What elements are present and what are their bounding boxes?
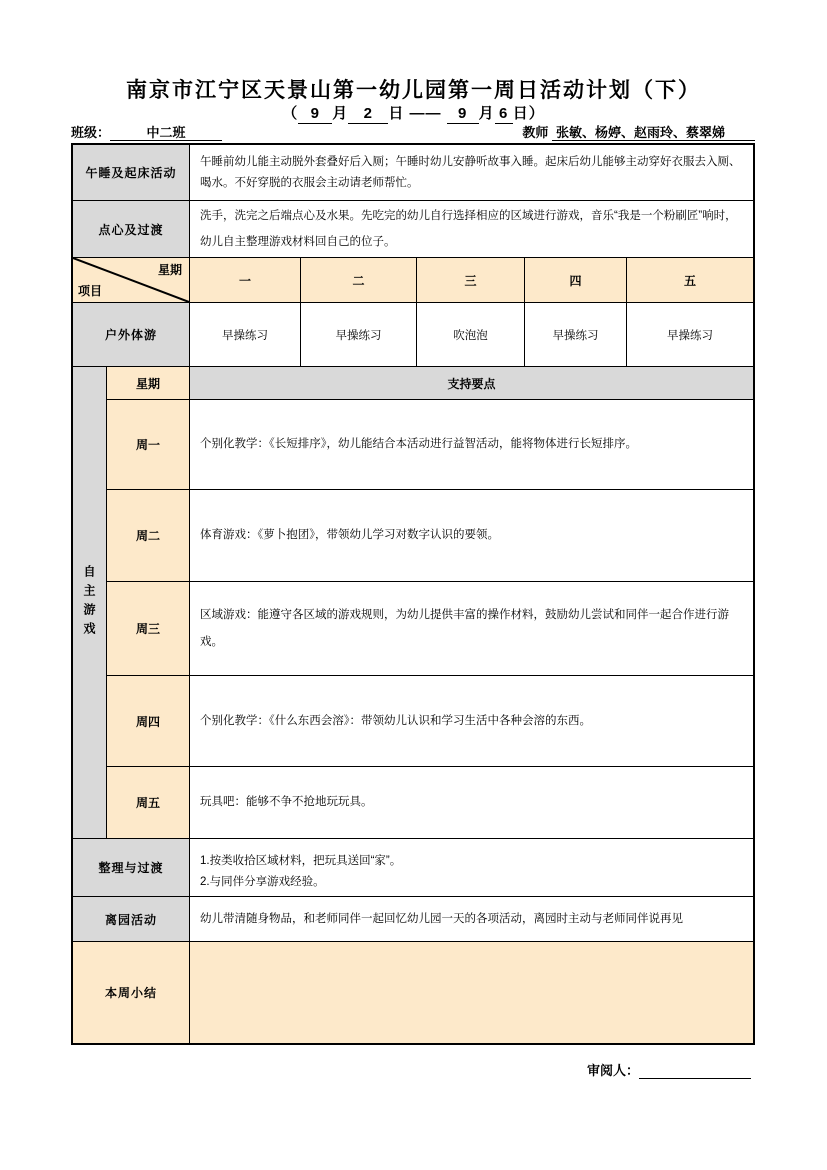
- day-header-tue: 二: [301, 258, 417, 303]
- leave-text: 幼儿带清随身物品，和老师同伴一起回忆幼儿园一天的各项活动，离园时主动与老师同伴说再见: [190, 897, 753, 942]
- class-value: 中二班: [110, 126, 222, 141]
- date-dash: ——: [409, 105, 442, 122]
- date-open: （: [282, 105, 299, 122]
- week4-text: 个别化教学：《什么东西会溶》：带领幼儿认识和学习生活中各种会溶的东西。: [190, 676, 753, 767]
- week1-label: 周一: [107, 400, 190, 490]
- date-day1-blank: 2: [348, 106, 388, 124]
- reviewer-blank: [639, 1064, 751, 1079]
- date-day1-char: 日: [388, 105, 405, 122]
- week5-text: 玩具吧：能够不争不抢地玩玩具。: [190, 767, 753, 839]
- autonomous-strip-label-cell: [73, 367, 107, 839]
- table-row-summary: [73, 942, 753, 1043]
- nap-label: 午睡及起床活动: [73, 145, 190, 201]
- autonomous-rows: [107, 367, 753, 839]
- subheader-points: 支持要点: [190, 367, 753, 400]
- outdoor-mon: 早操练习: [190, 303, 301, 367]
- diagonal-top-label: 星期: [157, 263, 182, 277]
- summary-text: [190, 942, 753, 1043]
- day-header-wed: 三: [417, 258, 525, 303]
- date-month2-blank: 9: [447, 106, 479, 124]
- autonomous-strip-label: 自主游戏: [82, 564, 96, 641]
- table-row-snack: [73, 201, 753, 258]
- tidy-line-1: 1.按类收拾区域材料，把玩具送回“家”。: [200, 855, 402, 867]
- document-title: 南京市江宁区天景山第一幼儿园第一周日活动计划（下）: [126, 79, 701, 102]
- tidy-line-2: 2.与同伴分享游戏经验。: [200, 875, 325, 888]
- week2-label: 周二: [107, 490, 190, 582]
- week3-text: 区域游戏：能遵守各区域的游戏规则，为幼儿提供丰富的操作材料，鼓励幼儿尝试和同伴一起合作进行游戏。: [190, 582, 753, 676]
- table-row-week4: [107, 676, 753, 767]
- nap-text: 午睡前幼儿能主动脱外套叠好后入厕；午睡时幼儿安静听故事入睡。起床后幼儿能够主动穿好衣服去入厕、喝水。不好穿脱的衣服会主动请老师帮忙。: [190, 145, 753, 201]
- date-range: [0, 102, 827, 124]
- subheader-week: 星期: [107, 367, 190, 400]
- reviewer-label: 审阅人：: [586, 1063, 639, 1078]
- table-row-subheader: [107, 367, 753, 400]
- week2-text: 体育游戏：《萝卜抱团》，带领幼儿学习对数字认识的要领。: [190, 490, 753, 582]
- tidy-lines: [200, 843, 401, 892]
- snack-text: 洗手，洗完之后端点心及水果。先吃完的幼儿自行选择相应的区域进行游戏，音乐“我是一个粉刷匠”响时，幼儿自主整理游戏材料回自己的位子。: [190, 201, 753, 258]
- table-row-week3: [107, 582, 753, 676]
- snack-label: 点心及过渡: [73, 201, 190, 258]
- outdoor-label: 户外体游: [73, 303, 190, 367]
- summary-label: 本周小结: [73, 942, 190, 1043]
- table-row-days-header: [73, 258, 753, 303]
- table-row-week1: [107, 400, 753, 490]
- date-day2-blank: 6: [495, 106, 513, 124]
- outdoor-thu: 早操练习: [525, 303, 627, 367]
- activity-table: [71, 143, 755, 1045]
- info-line: [71, 122, 755, 141]
- day-header-fri: 五: [627, 258, 753, 303]
- diagonal-bottom-label: 项目: [78, 284, 103, 298]
- table-row-week2: [107, 490, 753, 582]
- date-month1-blank: 9: [298, 106, 332, 124]
- teacher-value: 张敏、杨婷、赵雨玲、蔡翠娣: [552, 126, 755, 141]
- tidy-label: 整理与过渡: [73, 839, 190, 897]
- day-header-thu: 四: [525, 258, 627, 303]
- teachers-field: [522, 122, 755, 141]
- autonomous-play-section: [73, 367, 753, 839]
- outdoor-tue: 早操练习: [301, 303, 417, 367]
- table-row-tidy: [73, 839, 753, 897]
- table-row-leave: [73, 897, 753, 942]
- table-row-week5: [107, 767, 753, 839]
- table-row-outdoor: [73, 303, 753, 367]
- tidy-text: [190, 839, 753, 897]
- leave-label: 离园活动: [73, 897, 190, 942]
- teacher-label: 教师: [522, 125, 549, 140]
- outdoor-wed: 吹泡泡: [417, 303, 525, 367]
- class-field: [71, 122, 222, 141]
- outdoor-fri: 早操练习: [627, 303, 753, 367]
- table-row-nap: [73, 145, 753, 201]
- reviewer-field: [587, 1060, 751, 1079]
- date-month1-char: 月: [332, 105, 349, 122]
- class-label: 班级：: [71, 125, 111, 140]
- date-month2-char: 月: [478, 105, 495, 122]
- date-close: 日）: [512, 105, 545, 122]
- week1-text: 个别化教学：《长短排序》，幼儿能结合本活动进行益智活动，能将物体进行长短排序。: [190, 400, 753, 490]
- diagonal-header-cell: [73, 258, 190, 303]
- day-header-mon: 一: [190, 258, 301, 303]
- week4-label: 周四: [107, 676, 190, 767]
- week3-label: 周三: [107, 582, 190, 676]
- week5-label: 周五: [107, 767, 190, 839]
